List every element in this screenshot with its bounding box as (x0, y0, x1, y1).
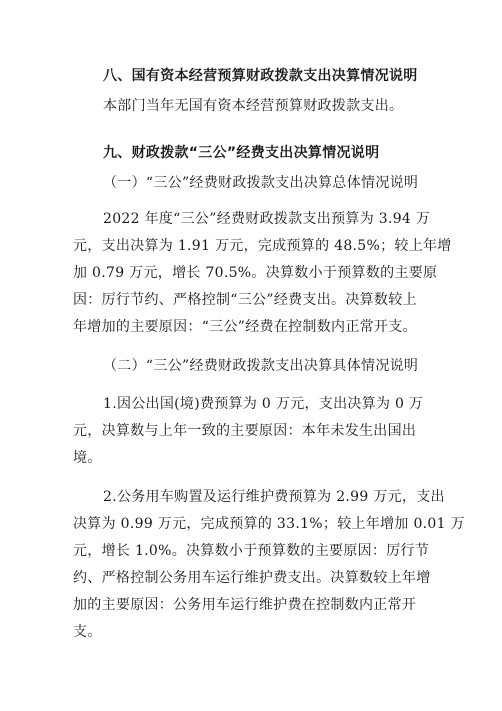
paragraph-line: 支。 (73, 624, 102, 640)
section-9-heading: 九、财政拨款“三公”经费支出决算情况说明 (103, 145, 380, 161)
paragraph-line: 加 0.79 万元，增长 70.5%。决算数小于预算数的主要原 (73, 265, 438, 281)
paragraph-line: 2.公务用车购置及运行维护费预算为 2.99 万元，支出 (103, 489, 445, 505)
section-8-paragraph: 本部门当年无国有资本经营预算财政拨款支出。 (103, 98, 404, 114)
paragraph-line: 境。 (73, 450, 102, 466)
paragraph-line: 决算为 0.99 万元，完成预算的 33.1%；较上年增加 0.01 万 (73, 516, 465, 532)
paragraph-line: 2022 年度“三公”经费财政拨款支出预算为 3.94 万 (103, 211, 431, 227)
paragraph-line: 元，增长 1.0%。决算数小于预算数的主要原因：厉行节 (73, 543, 430, 559)
paragraph-line: 因：厉行节约、严格控制“三公”经费支出。决算数较上 (73, 292, 417, 308)
paragraph-line: 1.因公出国(境)费预算为 0 万元，支出决算为 0 万 (103, 396, 424, 412)
paragraph-line: 元，支出决算为 1.91 万元，完成预算的 48.5%；较上年增 (73, 238, 452, 254)
paragraph-line: 年增加的主要原因：“三公”经费在控制数内正常开支。 (73, 319, 417, 335)
subsection-2-heading: （二）“三公”经费财政拨款支出决算具体情况说明 (103, 358, 419, 374)
section-8-heading: 八、国有资本经营预算财政拨款支出决算情况说明 (103, 68, 418, 84)
paragraph-line: 约、严格控制公务用车运行维护费支出。决算数较上年增 (73, 570, 431, 586)
subsection-1-heading: （一）“三公”经费财政拨款支出决算总体情况说明 (103, 175, 419, 191)
paragraph-line: 元，决算数与上年一致的主要原因：本年未发生出国出 (73, 423, 417, 439)
paragraph-line: 加的主要原因：公务用车运行维护费在控制数内正常开 (73, 597, 417, 613)
